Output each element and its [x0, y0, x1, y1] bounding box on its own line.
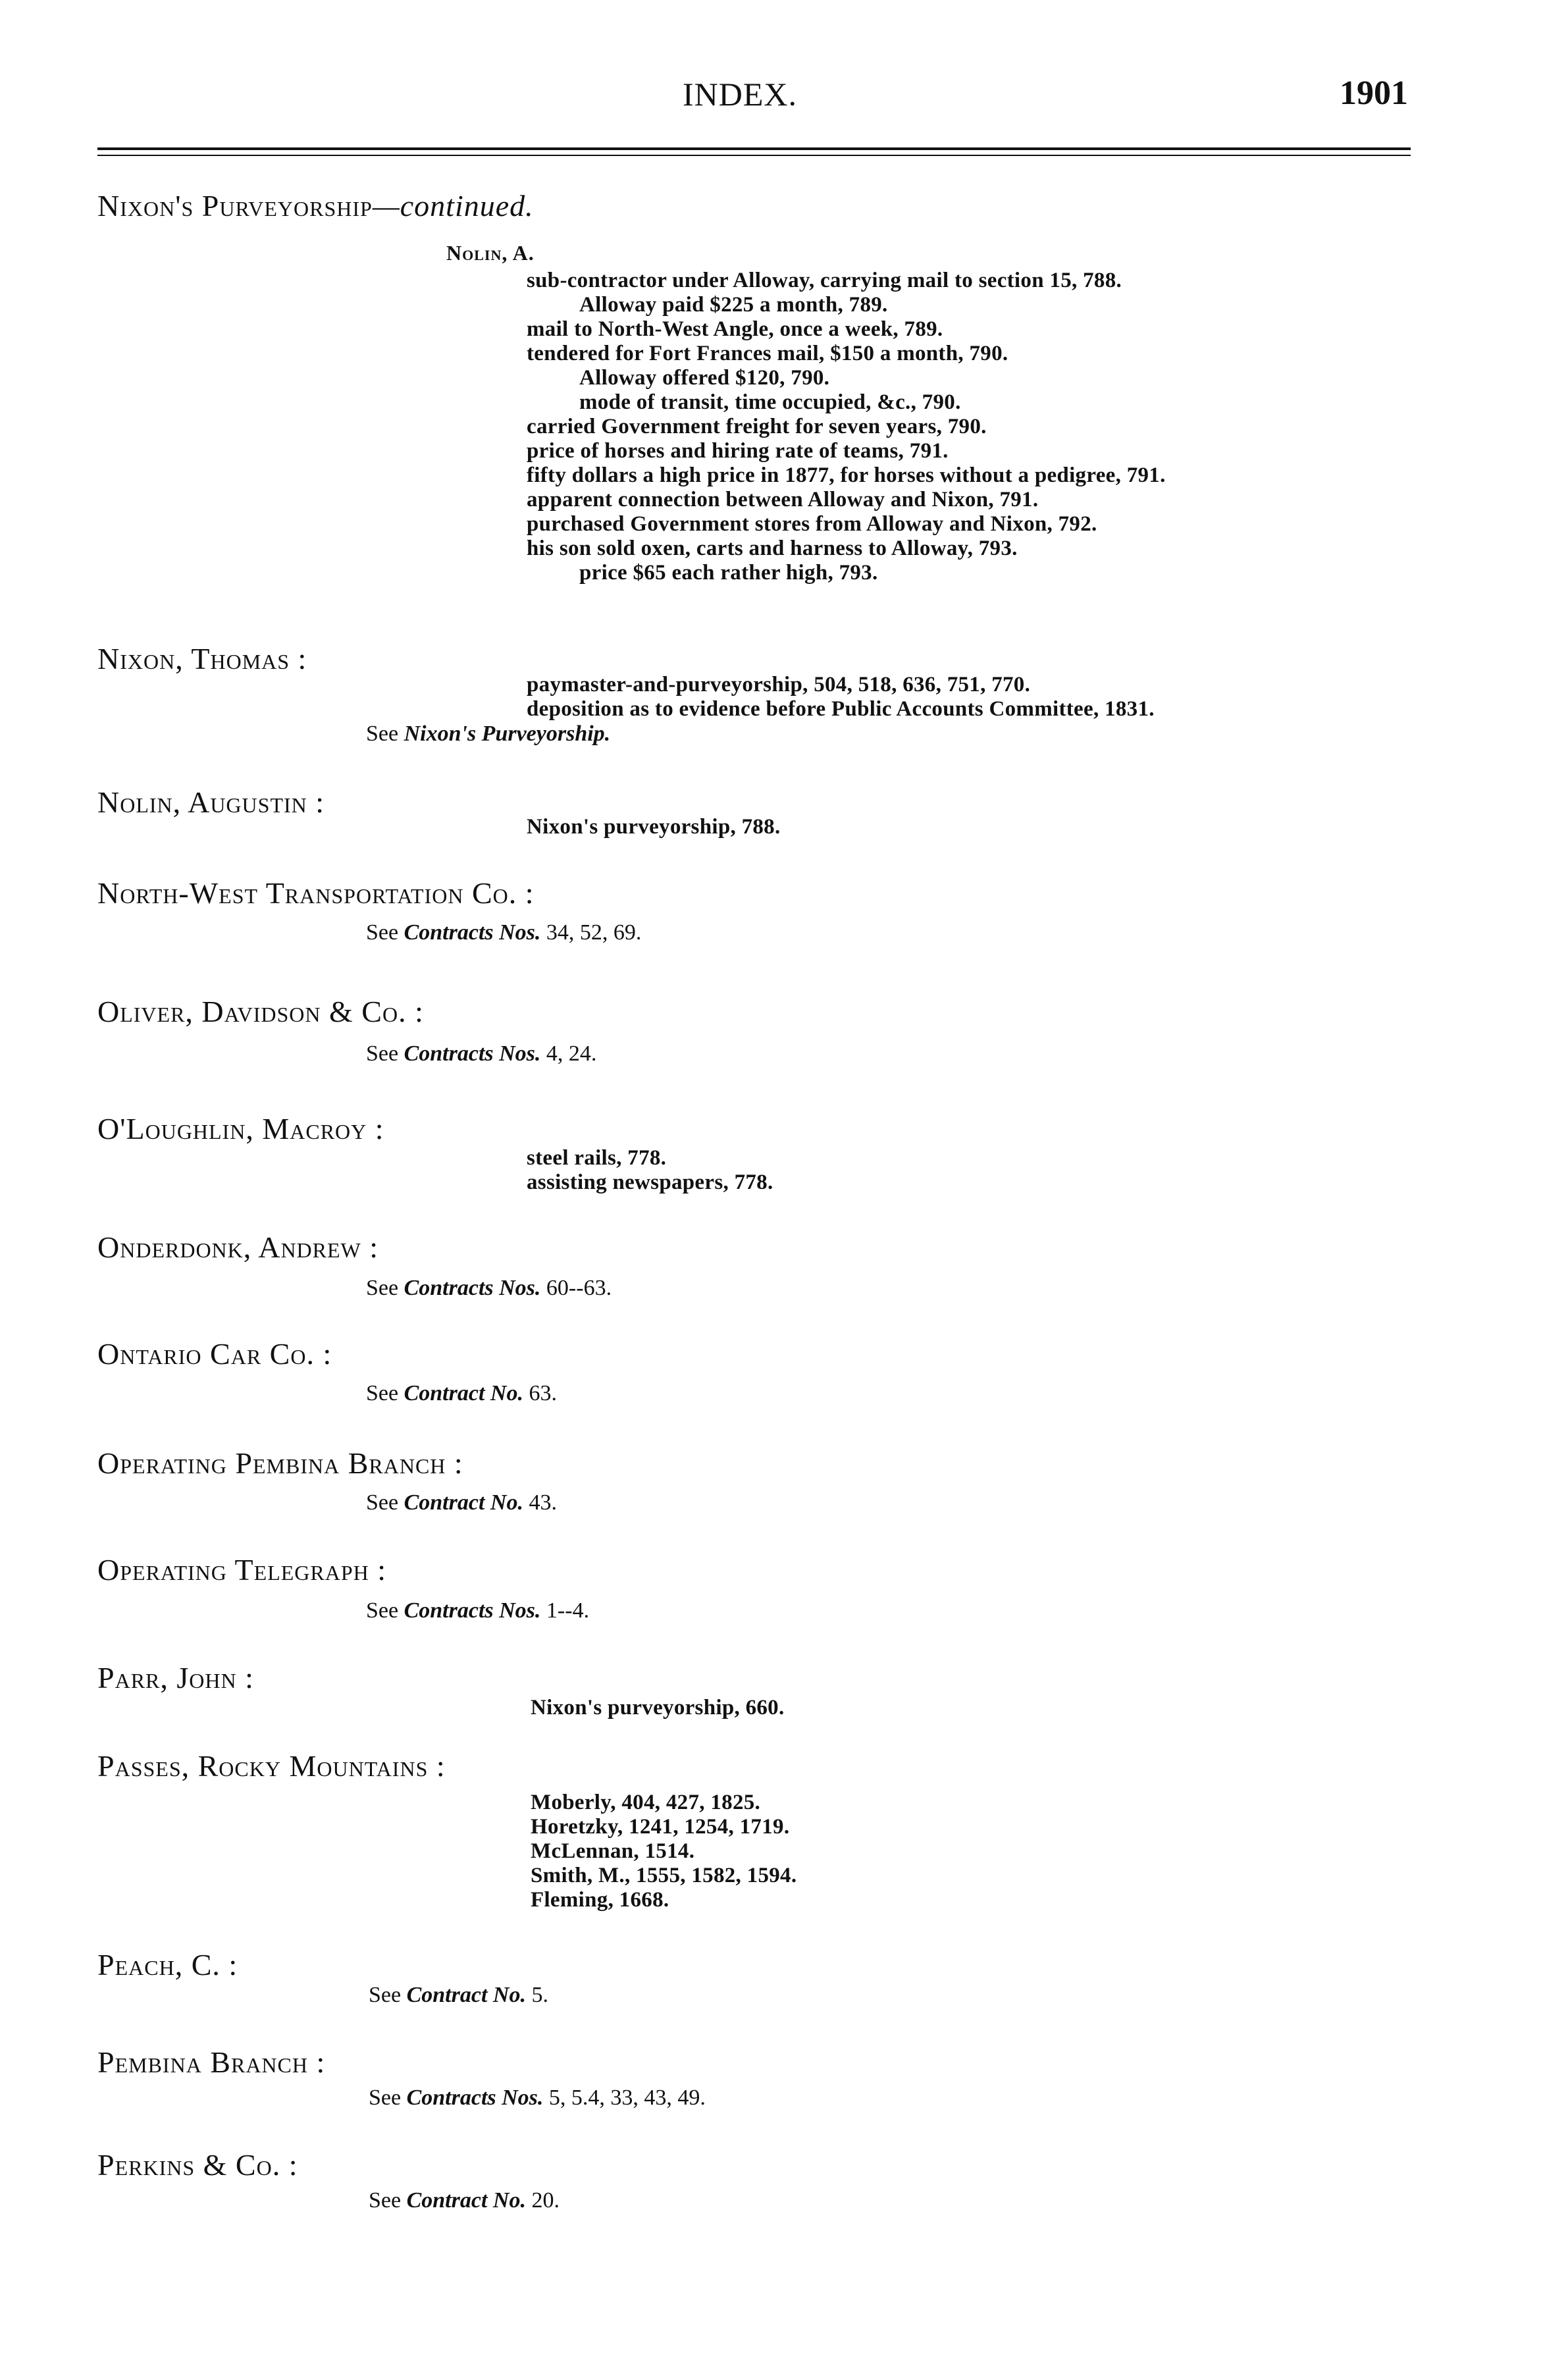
entry-name: Passes, Rocky Mountains : [97, 1749, 446, 1783]
see-prefix: See [369, 2086, 402, 2110]
entry-name: Nolin, Augustin : [97, 785, 325, 819]
see-nums: 4, 24. [546, 1041, 597, 1066]
entry-line: Smith, M., 1555, 1582, 1594. [531, 1864, 797, 1887]
see-prefix: See [366, 1276, 399, 1300]
subentry-line: price $65 each rather high, 793. [579, 561, 878, 585]
entry-line: Nixon's purveyorship, 788. [527, 815, 781, 839]
entry-line: Moberly, 404, 427, 1825. [531, 1791, 761, 1814]
see-reference [366, 1043, 596, 1065]
see-nums: 43. [529, 1490, 557, 1515]
see-nums: 1--4. [546, 1598, 590, 1623]
entry-name: O'Loughlin, Macroy : [97, 1112, 384, 1145]
subentry-line: tendered for Fort Frances mail, $150 a month, 790. [527, 342, 1008, 365]
see-nums: 5, 5.4, 33, 43, 49. [548, 2086, 706, 2110]
see-ref: Contracts Nos. [406, 2086, 544, 2110]
entry-line: deposition as to evidence before Public Accounts Committee, 1831. [527, 697, 1155, 721]
see-nums: 34, 52, 69. [546, 920, 642, 945]
see-nums: 63. [529, 1381, 557, 1405]
see-prefix: See [369, 1983, 402, 2007]
entry-name: Oliver, Davidson & Co. : [97, 995, 424, 1028]
see-prefix: See [366, 1041, 399, 1066]
header-rule-top [97, 147, 1411, 150]
see-reference [369, 2190, 560, 2212]
continued-heading [97, 191, 534, 221]
see-ref: Contract No. [406, 2188, 526, 2213]
subentry-line: fifty dollars a high price in 1877, for horses without a pedigree, 791. [527, 463, 1166, 487]
see-ref: Contract No. [404, 1490, 523, 1515]
subentry-line: carried Government freight for seven years, 790. [527, 415, 987, 438]
subentry-line: mail to North-West Angle, once a week, 789. [527, 317, 943, 341]
subentry-line: apparent connection between Alloway and Nixon, 791. [527, 488, 1039, 512]
see-ref: Contract No. [406, 1983, 526, 2007]
see-reference [366, 1492, 557, 1514]
page-number: 1901 [1340, 74, 1408, 112]
entry-line: Fleming, 1668. [531, 1888, 669, 1912]
subentry-line: price of horses and hiring rate of teams, 791. [527, 439, 949, 463]
see-nums: 5. [531, 1983, 548, 2007]
subentry-line: Alloway offered $120, 790. [579, 366, 830, 390]
entry-name: Perkins & Co. : [97, 2148, 298, 2182]
entry-name: Ontario Car Co. : [97, 1337, 332, 1371]
see-ref: Contracts Nos. [404, 1041, 541, 1066]
entry-line: paymaster-and-purveyorship, 504, 518, 636, 751, 770. [527, 673, 1031, 696]
entry-name: Peach, C. : [97, 1948, 238, 1981]
see-prefix: See [366, 722, 399, 746]
entry-line: Horetzky, 1241, 1254, 1719. [531, 1815, 790, 1839]
entry-name: Operating Pembina Branch : [97, 1446, 463, 1480]
entry-line: McLennan, 1514. [531, 1839, 695, 1863]
subentry-line: Alloway paid $225 a month, 789. [579, 293, 888, 317]
see-prefix: See [366, 1598, 399, 1623]
subentry-line: sub-contractor under Alloway, carrying mail to section 15, 788. [527, 269, 1122, 292]
subentry-name: Nolin, A. [446, 241, 535, 265]
entry-line: steel rails, 778. [527, 1146, 667, 1170]
see-prefix: See [369, 2188, 402, 2213]
see-prefix: See [366, 1490, 399, 1515]
entry-name: Nixon, Thomas : [97, 642, 307, 675]
page-header-title: INDEX. [683, 76, 798, 113]
heading-name: Nixon's Purveyorship [97, 189, 373, 223]
entry-name: North-West Transportation Co. : [97, 876, 535, 910]
see-reference [369, 2087, 706, 2109]
entry-name: Parr, John : [97, 1661, 254, 1694]
see-ref: Contracts Nos. [404, 1598, 541, 1623]
subentry-line: his son sold oxen, carts and harness to Alloway, 793. [527, 537, 1018, 560]
entry-line: Nixon's purveyorship, 660. [531, 1696, 785, 1719]
see-reference [366, 1382, 557, 1405]
see-reference [369, 1984, 548, 2007]
see-nums: 20. [531, 2188, 560, 2213]
see-ref: Contracts Nos. [404, 1276, 541, 1300]
entry-name: Operating Telegraph : [97, 1553, 387, 1587]
subentry-line: mode of transit, time occupied, &c., 790. [579, 390, 961, 414]
see-ref: Contract No. [404, 1381, 523, 1405]
see-prefix: See [366, 1381, 399, 1405]
subentry-line: purchased Government stores from Alloway and Nixon, 792. [527, 512, 1097, 536]
heading-suffix: —continued. [372, 189, 534, 223]
entry-line: assisting newspapers, 778. [527, 1170, 773, 1194]
see-reference [366, 723, 610, 745]
see-reference [366, 1600, 589, 1622]
entry-name: Onderdonk, Andrew : [97, 1230, 379, 1264]
entry-name: Pembina Branch : [97, 2045, 326, 2079]
see-reference [366, 1277, 612, 1299]
see-reference [366, 922, 641, 944]
see-ref: Nixon's Purveyorship. [404, 722, 611, 746]
see-ref: Contracts Nos. [404, 920, 541, 945]
see-nums: 60--63. [546, 1276, 612, 1300]
header-rule-bottom [97, 155, 1411, 156]
see-prefix: See [366, 920, 399, 945]
